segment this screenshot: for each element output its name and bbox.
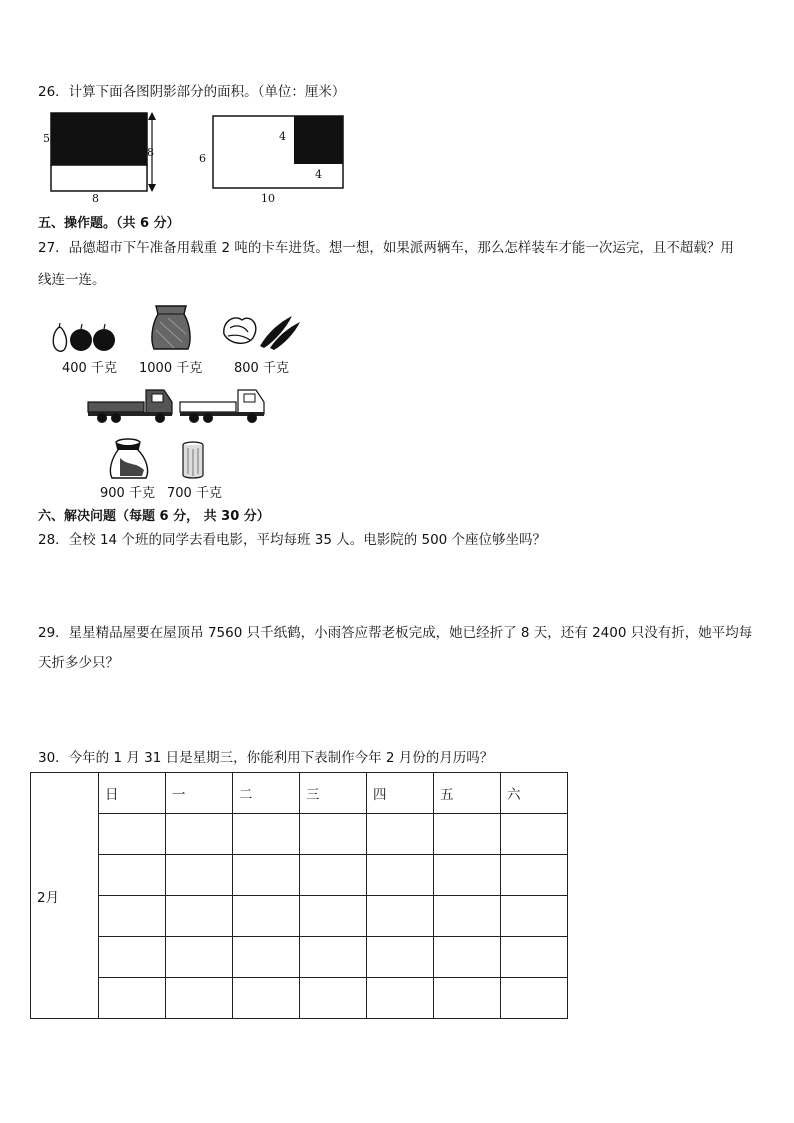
calendar-header-row [31,773,568,814]
calendar-cell[interactable] [501,814,568,855]
weekday-header: 日 [99,773,166,814]
vegetable-icon[interactable] [220,312,302,350]
goods-label-900: 900 千克 [100,486,155,501]
calendar-cell[interactable] [501,978,568,1019]
calendar-week-row [31,855,568,896]
calendar-cell[interactable] [434,978,501,1019]
weekday-header: 三 [300,773,367,814]
calendar-cell[interactable] [300,896,367,937]
question-27-line-1: 27．品德超市下午准备用载重 2 吨的卡车进货。想一想，如果派两辆车，那么怎样装车才能一次运完，且不超载？用 [38,240,734,256]
calendar-cell[interactable] [233,937,300,978]
question-28: 28．全校 14 个班的同学去看电影，平均每班 35 人。电影院的 500 个座位够坐吗？ [38,532,547,548]
calendar-cell[interactable] [99,855,166,896]
goods-label-1000: 1000 千克 [139,361,203,376]
calendar-cell[interactable] [166,978,233,1019]
calendar-cell[interactable] [166,855,233,896]
question-29-line-2: 天折多少只？ [38,655,119,671]
figure-2 [196,108,356,206]
figure-1-right-label: 8 [147,146,154,159]
calendar-cell[interactable] [233,814,300,855]
section-5-heading: 五、操作题。（共 6 分） [38,216,180,231]
calendar-cell[interactable] [367,978,434,1019]
calendar-cell[interactable] [367,937,434,978]
calendar-cell[interactable] [99,937,166,978]
calendar-cell[interactable] [99,978,166,1019]
weekday-header: 五 [434,773,501,814]
calendar-week-row [31,896,568,937]
calendar-cell[interactable] [166,937,233,978]
question-27-line-2: 线连一连。 [38,272,106,288]
weekday-header: 一 [166,773,233,814]
weekday-header: 四 [367,773,434,814]
calendar-table [30,772,568,1019]
calendar-cell[interactable] [434,814,501,855]
figure-2-square-left-label: 4 [279,130,286,143]
sack-icon[interactable] [148,302,194,352]
calendar-cell[interactable] [501,896,568,937]
figure-1-left-label: 5 [43,132,50,145]
goods-label-400: 400 千克 [62,361,117,376]
calendar-cell[interactable] [233,896,300,937]
calendar-cell[interactable] [367,855,434,896]
figure-2-left-label: 6 [199,152,206,165]
calendar-week-row [31,978,568,1019]
calendar-cell[interactable] [99,814,166,855]
weekday-header: 六 [501,773,568,814]
figure-1 [40,108,170,204]
barrel-icon[interactable] [180,440,206,480]
calendar-cell[interactable] [300,814,367,855]
calendar-cell[interactable] [501,937,568,978]
calendar-cell[interactable] [233,855,300,896]
calendar-cell[interactable] [166,814,233,855]
calendar-cell[interactable] [300,855,367,896]
calendar-cell[interactable] [99,896,166,937]
calendar-cell[interactable] [367,814,434,855]
question-26: 26．计算下面各图阴影部分的面积。（单位：厘米） [38,84,346,100]
section-6-heading: 六、解决问题（每题 6 分， 共 30 分） [38,509,270,524]
calendar-cell[interactable] [300,978,367,1019]
figure-2-bottom-label: 10 [261,192,275,205]
calendar-cell[interactable] [300,937,367,978]
figure-2-drawing [196,108,356,206]
bag-icon[interactable] [106,436,152,480]
goods-label-800: 800 千克 [234,361,289,376]
calendar-cell[interactable] [233,978,300,1019]
calendar-cell[interactable] [434,855,501,896]
question-30: 30．今年的 1 月 31 日是星期三，你能利用下表制作今年 2 月份的月历吗？ [38,750,494,766]
figure-1-bottom-label: 8 [92,192,99,205]
calendar-week-row [31,814,568,855]
weekday-header: 二 [233,773,300,814]
calendar-month-label: 2月 [31,773,99,1019]
truck-icon-1[interactable] [86,384,176,426]
calendar-cell[interactable] [434,937,501,978]
goods-label-700: 700 千克 [167,486,222,501]
calendar-cell[interactable] [367,896,434,937]
fruit-icon[interactable] [48,320,120,354]
calendar-week-row [31,937,568,978]
calendar-cell[interactable] [166,896,233,937]
figure-2-square-bottom-label: 4 [315,168,322,181]
calendar-cell[interactable] [434,896,501,937]
question-29-line-1: 29．星星精品屋要在屋顶吊 7560 只千纸鹤，小雨答应帮老板完成，她已经折了 8 天，还有 2400 只没有折，她平均每 [38,625,753,641]
truck-icon-2[interactable] [178,384,268,426]
calendar-cell[interactable] [501,855,568,896]
